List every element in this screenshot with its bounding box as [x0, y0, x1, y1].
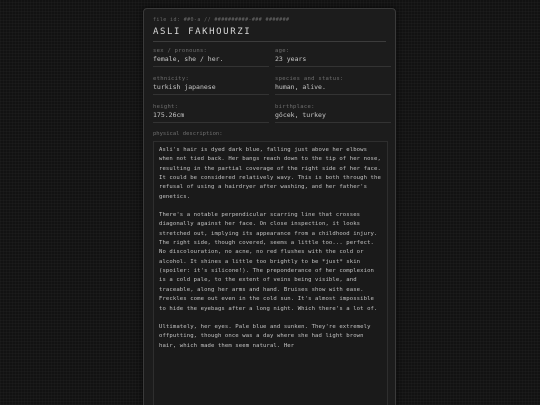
field-sex-pronouns [153, 47, 269, 67]
field-height [153, 103, 269, 123]
file-id: file id: ##0-a // ##########-### ####### [153, 17, 290, 23]
field-value: 23 years [275, 55, 391, 67]
info-grid [153, 47, 386, 123]
field-label: species and status: [275, 76, 344, 82]
field-species-status [275, 75, 391, 95]
description-paragraph: There's a notable perpendicular scarring line that crosses diagonally against her face. On close inspection, it looks stretched out, implying its appearance from a childhood injury. The right side, though covered, seems a little too... perfect. No discolouration, no acne, no red flushes with the cold or alcohol. It shines a little too brightly to be *just* skin (spoiler: it's silicone!). The preponderance of her complexion is a cold pale, to the extent of veins being visible, and traceable, along her arms and hand. Bruises show with ease. Freckles come out even in the cold sun. It's almost impossible to hide the eyebags after a long night. Which there's a lot of. [159, 212, 378, 312]
field-value: turkish japanese [153, 83, 269, 95]
field-value: human, alive. [275, 83, 391, 95]
field-value: 175.26cm [153, 111, 269, 123]
profile-card [143, 8, 396, 405]
description-paragraph: Asli's hair is dyed dark blue, falling just above her elbows when not tied back. Her bangs reach down to the tip of her nose, resulting in the partial coverage of the right side of her face. It could be considered relatively wavy. This is both through the refusal of using a hairdryer after washing, and her father's genetics. [159, 147, 381, 200]
field-value: female, she / her. [153, 55, 269, 67]
field-label: birthplace: [275, 104, 315, 110]
field-label: height: [153, 104, 179, 110]
field-ethnicity [153, 75, 269, 95]
description-label: physical description: [153, 131, 223, 137]
field-value: göcek, turkey [275, 111, 391, 123]
character-name: ASLI FAKHOURZI [153, 27, 386, 42]
description-paragraph: Ultimately, her eyes. Pale blue and sunken. They're extremely offputting, though once was a day where she had light brown hair, which made them seem natural. Her [159, 323, 371, 349]
field-label: ethnicity: [153, 76, 190, 82]
field-birthplace [275, 103, 391, 123]
field-label: sex / pronouns: [153, 48, 208, 54]
description-box[interactable] [153, 141, 388, 405]
field-age [275, 47, 391, 67]
field-label: age: [275, 48, 290, 54]
